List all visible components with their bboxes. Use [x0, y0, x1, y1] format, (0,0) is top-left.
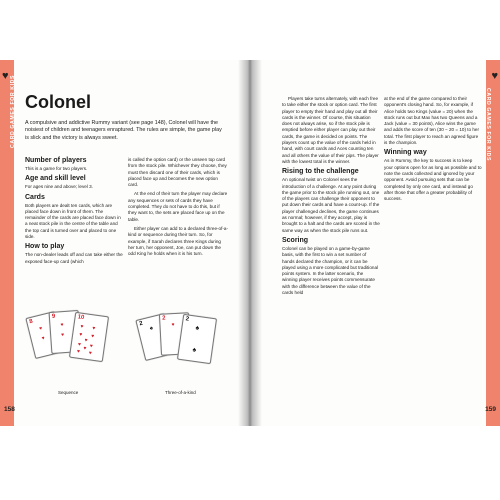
heart-icon: ♥	[90, 333, 95, 340]
section-heading: How to play	[25, 243, 65, 251]
page-number-right: 159	[485, 406, 496, 413]
heart-icon: ♥	[84, 337, 88, 344]
section-heading: Age and skill level	[25, 175, 86, 183]
right-tab-label: CARD GAMES FOR KIDS	[485, 88, 491, 162]
playing-card	[69, 312, 109, 362]
heart-icon: ♥	[38, 325, 44, 333]
paragraph: is called the option card) or the unseen top card from the stock pile. Whichever they choose, they must then discard one of their cards, which is placed face up and becomes the new option card.	[128, 157, 227, 188]
left-column-1	[25, 154, 123, 268]
book-gutter	[238, 60, 262, 426]
left-heart-icon: ♥	[2, 70, 9, 82]
section-text: Both players are dealt ten cards, which are placed face down in front of them. The remainder of the cards are placed face down in a neat stock pile in the centre of the table and the top card is turned over and placed to one side.	[25, 202, 121, 240]
card-rank: 8	[28, 318, 34, 326]
left-column-2	[128, 157, 228, 260]
left-page	[0, 60, 246, 426]
paragraph: Either player can add to a declared three-of-a-kind or sequence during their turn. So, for example, if Sarah declares three Kings during her turn, her opponent, Joe, can put down the odd King he holds when it is his turn.	[128, 225, 228, 257]
left-chapter-tab	[0, 60, 14, 426]
heart-icon: ♥	[61, 332, 65, 339]
club-icon: ♣	[149, 325, 154, 332]
heart-icon: ♥	[60, 322, 64, 329]
heart-icon: ♥	[88, 350, 93, 357]
section-text: Colonel can be played on a game-by-game basis, with the first to win a set number of hands declared the champion, or it can be played using a more complicated but traditional points system. In the latter scenario, the winning player receives points commensurate with the difference between the value of the cards held	[282, 245, 379, 296]
heart-icon: ♥	[76, 348, 81, 355]
heart-icon: ♥	[77, 341, 82, 348]
spade-icon: ♠	[191, 346, 197, 354]
section-text: As in Rummy, the key to success is to keep your options open for as long as possible and to note the cards collected and ignored by your opponent. Avoid pursuing sets that can be completed by only one card, and instead go after those that offer a greater probability of success.	[384, 158, 482, 202]
heart-icon: ♥	[79, 323, 84, 331]
section-heading: Number of players	[25, 157, 87, 164]
caption-three-of-a-kind: Three-of-a-kind	[165, 390, 196, 395]
right-column-2	[384, 96, 482, 205]
right-column-1	[282, 96, 380, 299]
heart-icon: ♥	[78, 331, 83, 339]
paragraph: Players take turns alternately, with each free to take either the stock or option card. The first player to empty their hand and play out all their cards is the winner. Of course, this situation does not always arise, so if the stock pile is emptied before either player can play out their cards, the game is decided on points. The players count up the value of the cards held in hand, with court cards and Aces counting ten and all others the value of their pips. The player with the lowest total is the winner.	[282, 96, 379, 164]
right-heart-icon: ♥	[491, 70, 498, 82]
section-heading: Winning way	[384, 149, 427, 157]
playing-card	[177, 314, 217, 364]
card-rank: 10	[77, 314, 85, 322]
caption-sequence: Sequence	[58, 390, 79, 395]
section-text: For ages nine and above; level 3.	[25, 184, 93, 190]
section-heading: Rising to the challenge	[282, 168, 359, 176]
section-heading: Scoring	[282, 236, 309, 244]
card-rank: 2	[138, 320, 144, 328]
paragraph: At the end of their turn the player may declare any sequences or sets of cards they have completed. They do not have to do this, but if they want to, the sets are placed face up on the table.	[128, 191, 228, 222]
heart-icon: ♥	[89, 343, 94, 350]
spade-icon: ♠	[195, 324, 200, 333]
section-heading: Cards	[25, 193, 45, 201]
page-number-left: 158	[4, 406, 15, 413]
section-text: The non-dealer leads off and can take either the exposed face-up card (which	[25, 252, 123, 264]
heart-icon: ♥	[91, 325, 96, 332]
card-rank: 2	[162, 315, 166, 322]
heart-icon: ♥	[41, 335, 46, 342]
left-tab-label: CARD GAMES FOR KIDS	[10, 74, 16, 148]
card-rank: 2	[185, 316, 190, 323]
paragraph: at the end of the game compared to their opponent's closing hand. So, for example, if Alice holds two Kings (value = 20) when the stock runs out but Max has two Queens and a Jack (value = 30 points), Alice wins the game and adds the score of ten (30 − 20 = 10) to her total. The first player to reach an agreed figure is the champion.	[384, 96, 480, 146]
section-text: An optional twist on Colonel sees the introduction of a challenge. At any point during the game prior to the stock pile running out, one of the players can challenge their opponent to put down their cards and have a count-up. If the player challenged declines, the game continues as normal; however, if they accept, play is brought to a halt and the cards are scored in the same way as when the stock pile runs out.	[282, 177, 380, 233]
right-page	[254, 60, 500, 426]
section-text: This is a game for two players.	[25, 166, 88, 171]
right-chapter-tab	[486, 60, 500, 426]
heart-icon: ♥	[171, 322, 175, 329]
card-rank: 9	[51, 313, 56, 320]
open-book	[0, 60, 500, 426]
heart-icon: ♥	[82, 345, 87, 352]
page-title: Colonel	[25, 92, 91, 112]
intro-paragraph: A compulsive and addictive Rummy variant (see page 148), Colonel will have the noisiest of children and teenagers enraptured. The rules are simple, the game play is slick and the victory is always sweet.	[25, 120, 222, 141]
